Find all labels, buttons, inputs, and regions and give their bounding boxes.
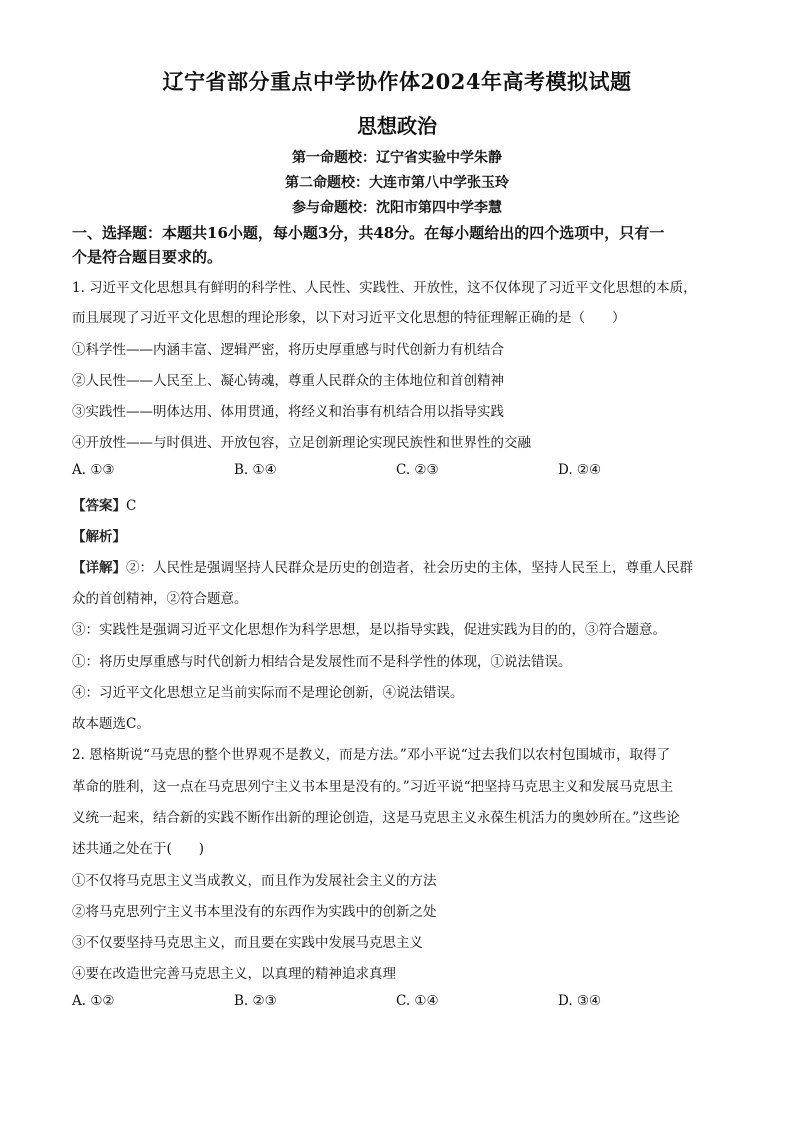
q2-option-a: A. ①② [72,993,115,1009]
q1-stem-line-2: 而且展现了习近平文化思想的理论形象，以下对习近平文化思想的特征理解正确的是（ ） [72,310,626,326]
analysis-tag: 【解析】 [72,529,126,545]
q1-detail-line-1 [72,556,732,576]
q2-stem-line-2: 革命的胜利，这一点在马克思列宁主义书本里是没有的。”习近平说“把坚持马克思主义和发展马克思主 [72,779,674,795]
detail-text: ②：人民性是强调坚持人民群众是历史的创造者，社会历史的主体，坚持人民至上，尊重人民群 [126,560,693,576]
q1-stem-line-1: 1. 习近平文化思想具有鲜明的科学性、人民性、实践性、开放性，这不仅体现了习近平文化思想的本质， [72,280,697,296]
q1-detail-line-3: ③：实践性是强调习近平文化思想作为科学思想，是以指导实践，促进实践为目的的，③符合题意。 [72,622,666,638]
q2-item-4: ④要在改造世完善马克思主义，以真理的精神追求真理 [72,966,396,982]
q2-option-b: B. ②③ [234,993,277,1009]
section-heading-line-2: 个是符合题目要求的。 [72,248,223,266]
subject-title: 思想政治 [357,114,437,138]
q1-detail-line-4: ①：将历史厚重感与时代创新力相结合是发展性而不是科学性的体现，①说法错误。 [72,654,572,670]
q1-conclusion: 故本题选C。 [72,716,150,732]
q2-stem-line-4: 述共通之处在于( ) [72,841,205,857]
section-heading-line-1: 一、选择题：本题共16小题，每小题3分，共48分。在每小题给出的四个选项中，只有一 [72,224,665,242]
setter-line-1: 第一命题校：辽宁省实验中学朱静 [292,150,502,166]
q1-answer [72,494,732,514]
answer-tag: 【答案】 [72,498,126,514]
q1-option-d: D. ②④ [558,462,602,478]
q1-option-a: A. ①③ [72,462,115,478]
q2-stem-line-3: 义统一起来，结合新的实践不断作出新的理论创造，这是马克思主义永葆生机活力的奥妙所在。”这些论 [72,810,680,826]
setter-line-2: 第二命题校：大连市第八中学张玉玲 [285,175,509,191]
q1-item-4: ④开放性——与时俱进、开放包容，立足创新理论实现民族性和世界性的交融 [72,435,531,451]
answer-value: C [126,498,137,514]
q2-option-c: C. ①④ [396,993,439,1009]
exam-title: 辽宁省部分重点中学协作体2024年高考模拟试题 [162,69,632,94]
q1-option-b: B. ①④ [234,462,277,478]
q1-item-3: ③实践性——明体达用、体用贯通，将经义和治事有机结合用以指导实践 [72,404,504,420]
detail-tag: 【详解】 [72,560,126,576]
q2-option-d: D. ③④ [558,993,602,1009]
q1-analysis [72,525,732,545]
setter-line-3: 参与命题校：沈阳市第四中学李慧 [292,200,502,216]
q2-item-3: ③不仅要坚持马克思主义，而且要在实践中发展马克思主义 [72,935,423,951]
q1-item-1: ①科学性——内涵丰富、逻辑严密，将历史厚重感与时代创新力有机结合 [72,342,504,358]
q2-stem-line-1: 2. 恩格斯说“马克思的整个世界观不是教义，而是方法。”邓小平说“过去我们以农村包围城市，取得了 [72,747,671,763]
q1-option-c: C. ②③ [396,462,439,478]
q1-detail-line-5: ④：习近平文化思想立足当前实际而不是理论创新，④说法错误。 [72,685,464,701]
q2-item-2: ②将马克思列宁主义书本里没有的东西作为实践中的创新之处 [72,904,437,920]
q1-detail-line-2: 众的首创精神，②符合题意。 [72,591,248,607]
q2-item-1: ①不仅将马克思主义当成教义，而且作为发展社会主义的方法 [72,873,437,889]
q1-item-2: ②人民性——人民至上、凝心铸魂，尊重人民群众的主体地位和首创精神 [72,373,504,389]
